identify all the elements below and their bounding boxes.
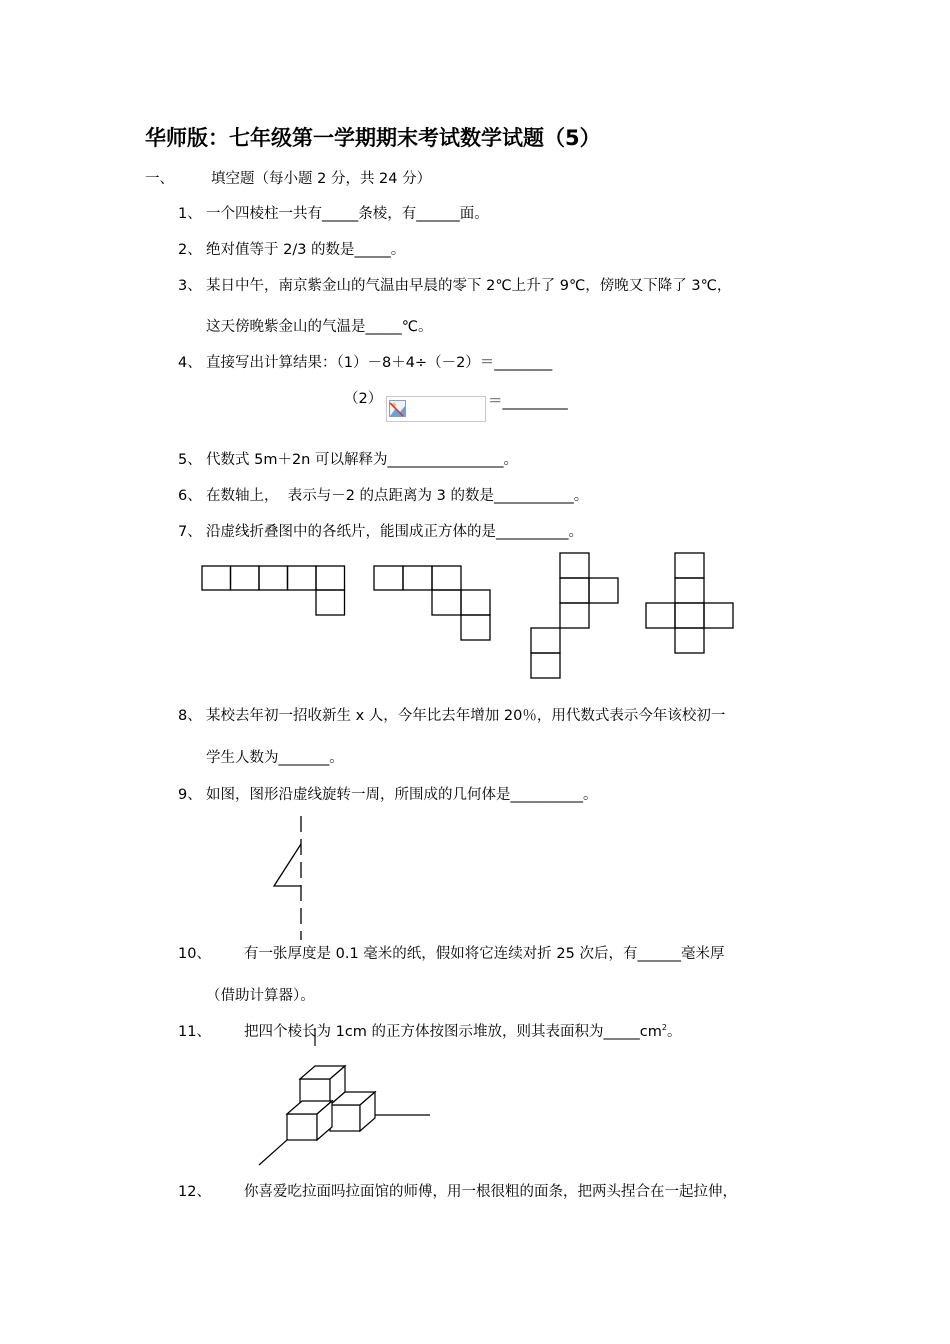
question-number: 3、	[178, 278, 202, 294]
stacked-cubes-figure	[255, 1028, 435, 1168]
question-number: 2、	[178, 242, 202, 258]
question-number: 12、	[178, 1184, 211, 1200]
question-part-label: （2）	[344, 391, 383, 407]
cube-net-c	[531, 553, 618, 678]
question-text: （借助计算器）。	[206, 988, 315, 1004]
question-number: 5、	[178, 452, 202, 468]
question-number: 1、	[178, 206, 202, 222]
question-text: 在数轴上， 表示与－2 的点距离为 3 的数是___________。	[206, 488, 589, 504]
question-text: 你喜爱吃拉面吗拉面馆的师傅，用一根很粗的面条，把两头捏合在一起拉伸，	[244, 1184, 737, 1200]
question-text: 代数式 5m＋2n 可以解释为________________。	[206, 452, 518, 468]
page-title: 华师版：七年级第一学期期末考试数学试题（5）	[145, 126, 601, 150]
question-text: 直接写出计算结果：（1）－8＋4÷（－2）＝________	[206, 355, 553, 371]
question-number: 11、	[178, 1024, 211, 1040]
question-text: 某日中午，南京紫金山的气温由早晨的零下 2℃上升了 9℃，傍晚又下降了 3℃，	[206, 278, 732, 294]
question-text-main: 把四个棱长为 1cm 的正方体按图示堆放，则其表面积为_____cm	[244, 1024, 662, 1040]
rotation-figure	[266, 814, 316, 944]
question-text: 这天傍晚紫金山的气温是_____℃。	[206, 319, 433, 335]
question-number: 7、	[178, 524, 202, 540]
question-number: 8、	[178, 708, 202, 724]
broken-image-placeholder	[386, 396, 486, 422]
cube-net-b	[374, 566, 490, 640]
section-number: 一、	[145, 171, 174, 187]
question-number: 9、	[178, 787, 202, 803]
question-text: 如图，图形沿虚线旋转一周，所围成的几何体是__________。	[206, 787, 598, 803]
section-label: 填空题（每小题 2 分，共 24 分）	[211, 171, 432, 187]
question-number: 10、	[178, 946, 211, 962]
question-text: 绝对值等于 2/3 的数是_____。	[206, 242, 406, 258]
broken-image-icon	[389, 400, 406, 417]
question-text: 一个四棱柱一共有_____条棱，有______面。	[206, 206, 489, 222]
rotated-shape	[274, 844, 301, 886]
question-number: 6、	[178, 488, 202, 504]
question-text: 沿虚线折叠图中的各纸片，能围成正方体的是__________。	[206, 524, 583, 540]
question-number: 4、	[178, 355, 202, 371]
cube-net-a	[202, 566, 345, 615]
question-text: 某校去年初一招收新生 x 人，今年比去年增加 20％，用代数式表示今年该校初一	[206, 708, 726, 724]
answer-blank: ＝_________	[488, 394, 568, 410]
question-text: 学生人数为_______。	[206, 750, 344, 766]
cube-net-d	[646, 553, 733, 653]
question-text-end: 。	[666, 1024, 682, 1040]
question-text: 有一张厚度是 0.1 毫米的纸，假如将它连续对折 25 次后，有______毫米厚	[244, 946, 725, 962]
cube-nets-figure	[196, 548, 741, 683]
cube-front-left	[287, 1101, 332, 1140]
axis-line	[259, 1140, 287, 1165]
unit-exponent: 2	[661, 1023, 667, 1033]
